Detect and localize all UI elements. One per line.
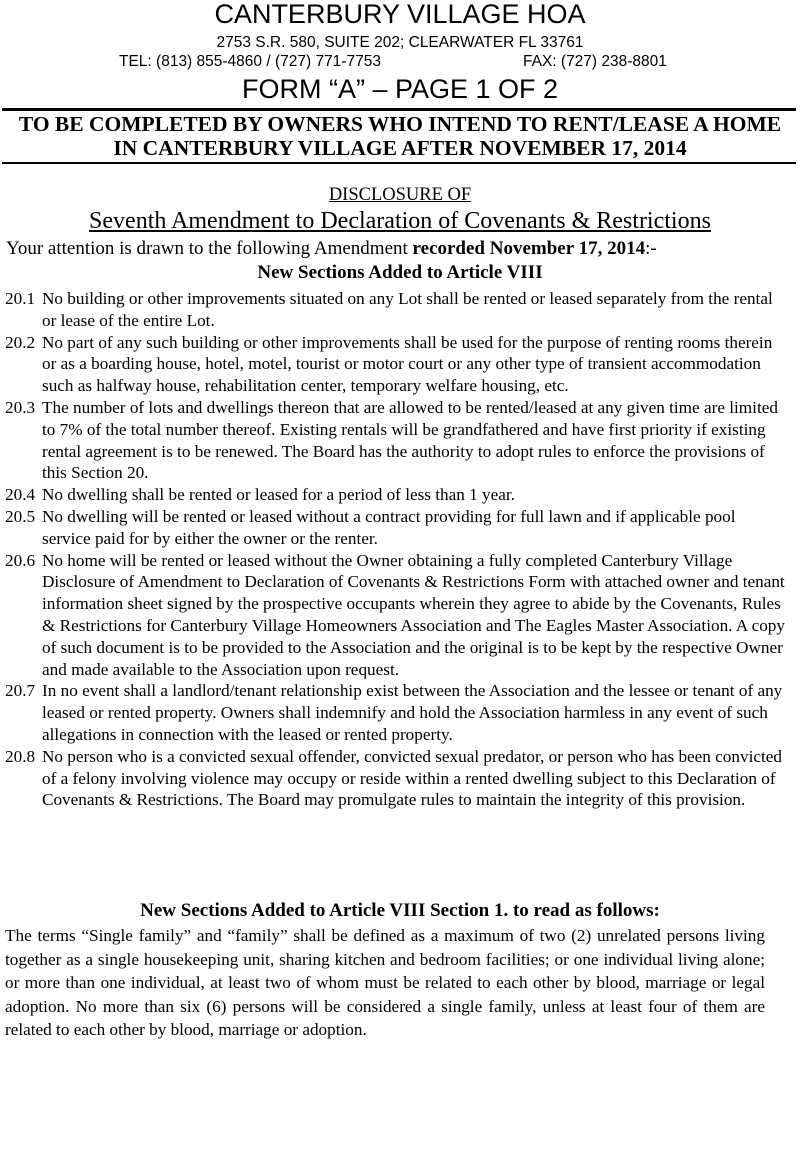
article-viii-heading: New Sections Added to Article VIII [257, 262, 543, 283]
section-text: In no event shall a landlord/tenant relationship exist between the Association and the lessee or tenant of any leased or rented property. Owners shall indemnify and hold the Association harmless in any event of such allegations in connection with the leased or rented property. [42, 681, 783, 744]
section-1-heading: New Sections Added to Article VIII Section 1. to read as follows: [140, 900, 660, 921]
attention-line [6, 237, 657, 261]
section-text: No part of any such building or other improvements shall be used for the purpose of renting rooms therein or as a boarding house, hotel, motel, tourist or motor court or any other type of transient accommodation such as halfway house, rehabilitation center, temporary welfare housing, etc. [42, 332, 773, 396]
fax-number: FAX: (727) 238-8801 [523, 53, 667, 70]
top-divider [2, 108, 796, 111]
section-text: The number of lots and dwellings thereon that are allowed to be rented/leased at any given time are limited to 7% of the total number thereof. Existing rentals will be grandfathered and have first priority if existing rental agreement is to be renewed. The Board has the authority to adopt rules to enforce the provisions of this Section 20. [42, 397, 778, 483]
banner-divider [2, 162, 796, 164]
hoa-address: 2753 S.R. 580, SUITE 202; CLEARWATER FL 33761 [216, 34, 584, 51]
section-20-6 [5, 550, 785, 681]
section-number: 20.6 [5, 550, 36, 570]
section-number: 20.8 [5, 746, 36, 766]
banner-line-1: TO BE COMPLETED BY OWNERS WHO INTEND TO RENT/LEASE A HOME [18, 112, 782, 136]
attention-suffix: :- [645, 238, 657, 259]
section-20-5 [5, 506, 785, 550]
section-text: No person who is a convicted sexual offender, convicted sexual predator, or person who has been convicted of a felony involving violence may occupy or reside within a rented dwelling subject to this Declaration of Covenants & Restrictions. The Board may promulgate rules to maintain the integrity of this provision. [42, 746, 782, 810]
family-definition-paragraph: The terms “Single family” and “family” shall be defined as a maximum of two (2) unrelated persons living together as a single housekeeping unit, sharing kitchen and bedroom facilities; or one individual living alone; or more than one individual, at least two of whom must be related to each other by blood, marriage or legal adoption. No more than six (6) persons will be considered a single family, unless at least four of them are related to each other by blood, marriage or adoption. [5, 926, 765, 1039]
hoa-name: CANTERBURY VILLAGE HOA [214, 0, 586, 29]
section-20-3 [5, 397, 785, 484]
telephone-numbers: TEL: (813) 855-4860 / (727) 771-7753 [119, 53, 381, 70]
amendment-title: Seventh Amendment to Declaration of Covenants & Restrictions [89, 208, 711, 234]
recorded-date: recorded November 17, 2014 [412, 238, 646, 259]
section-number: 20.2 [5, 332, 36, 352]
instruction-banner [0, 112, 800, 160]
section-number: 20.7 [5, 681, 36, 701]
sections-list [5, 288, 785, 811]
banner-line-2: IN CANTERBURY VILLAGE AFTER NOVEMBER 17, 2014 [113, 136, 687, 160]
section-20-1 [5, 288, 785, 332]
section-number: 20.3 [5, 397, 36, 417]
section-number: 20.1 [5, 289, 36, 308]
section-20-4 [5, 484, 785, 506]
section-number: 20.5 [5, 506, 36, 526]
section-text: No home will be rented or leased without the Owner obtaining a fully completed Canterbury Village Disclosure of Amendment to Declaration of Covenants & Restrictions Form with attached owner and tenant information sheet signed by the prospective occupants wherein they agree to abide by the Covenants, Rules & Restrictions for Canterbury Village Homeowners Association and The Eagles Master Association. A copy of such document is to be provided to the Association and the original is to be kept by the respective Owner and made available to the Association upon request. [42, 550, 785, 679]
form-title: FORM “A” – PAGE 1 OF 2 [241, 74, 559, 104]
section-text: No building or other improvements situated on any Lot shall be rented or leased separately from the rental or lease of the entire Lot. [42, 289, 773, 330]
section-text: No dwelling will be rented or leased without a contract providing for full lawn and if applicable pool service paid for by either the owner or the renter. [42, 506, 736, 548]
section-20-2 [5, 332, 785, 397]
attention-prefix: Your attention is drawn to the following Amendment [6, 238, 413, 259]
section-number: 20.4 [5, 485, 36, 505]
disclosure-label: DISCLOSURE OF [328, 185, 472, 205]
section-text: No dwelling shall be rented or leased for a period of less than 1 year. [42, 485, 515, 505]
section-20-8 [5, 746, 785, 811]
section-20-7 [5, 680, 785, 745]
